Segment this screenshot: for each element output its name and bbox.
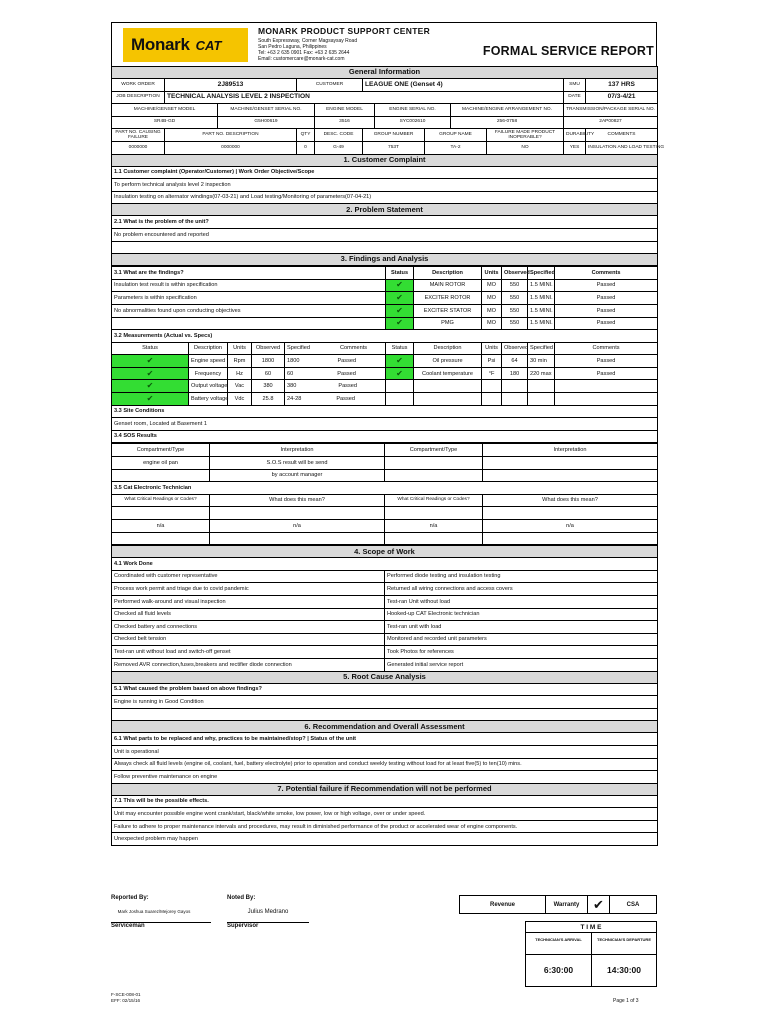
reported-by: Reported By: [111,895,149,901]
check-icon: ✔ [386,279,414,292]
report-footer [111,893,657,1003]
measurement-row: ✔ Output voltage Vac 380 380 Passed [112,380,658,393]
check-icon: ✔ [386,292,414,305]
list-item: Test-ran Unit without load [385,595,658,608]
list-item: Process work permit and triage due to covid pandemic [112,583,385,596]
list-item: Test-ran unit without load and switch-off genset [112,646,385,659]
list-item: Checked belt tension [112,633,385,646]
departure-time: 14:30:00 [606,965,642,975]
noted-by: Noted By: [227,895,256,901]
finding-row: No abnormalities found upon conducting objectives ✔ EXCITER STATOR MO 550 1.5 MINI. Passed [112,304,658,317]
section-findings: 3. Findings and Analysis [112,254,658,266]
supervisor-line: Supervisor [227,922,309,929]
sos-table: Compartment/Type Interpretation Compartment/Type Interpretation engine oil pan S.O.S result will be send by account manager 3.5 Cat Electronic Technician What Critical Readings or Codes? What does this mean? What Critical Readings or Codes? What does this mean? n/a n/a n/a n/a [111,443,658,545]
general-information-table: General Information WORK ORDER 2J89513 CUSTOMER LEAGUE ONE (Genset 4) SMU 137 HRS JOB DESCRIPTION TECHNICAL ANALYSIS LEVEL 2 INSPECTION DATE 07/3-4/21 MACHINE/GENSET MODEL MACHINE/GENSET SERIAL NO. ENGINE MODEL ENGINE SERIAL NO. MACHINE/ENGINE ARRANGEMENT NO. TRANSMISSION/PACKAGE SERIAL NO. SR4B-GD G5H00619 3516 SYC002610 256-0758 2AP00827 PART NO. CAUSING FAILURE PART NO. DESCRIPTION QTY DESC. CODE GROUP NUMBER GROUP NAME FAILURE MADE PRODUCT INOPERABLE? DURABILITY COMMENTS 0000000 0000000 0 G-49 753T TA-2 NO YES INSULATION AND LOAD TESTING 1. Customer Complaint 1.1 Customer complaint (Operator/Customer) | Work Order Objective/Scope To perform technical analysis level 2 inspection Insulation testing on alternator windings(07-03-21) and Load testing/Monitoring of parameters(07-04-21) 2. Problem Statement 2.1 What is the problem of the unit? No problem encountered and reported 3. Findings and Analysis [111,66,658,266]
warranty-option[interactable]: Warranty [546,896,588,913]
time-box: T I M E TECHNICIAN'S ARRIVAL TECHNICIAN'S DEPARTURE 6:30:00 14:30:00 [525,921,657,987]
list-item: Generated initial service report [385,658,658,671]
list-item: Test-ran unit with load [385,621,658,634]
finding-row: Insulation test result is within specification ✔ MAIN ROTOR MO 550 1.5 MINI. Passed [112,279,658,292]
section-recommendation: 6. Recommendation and Overall Assessment [112,721,658,733]
supervisor-name: Julius Medrano [247,909,289,915]
check-icon: ✔ [112,355,189,368]
check-icon: ✔ [112,393,189,406]
list-item: Removed AVR connection,fuses,breakers and rectifier diode connection [112,658,385,671]
service-type-box [459,895,657,914]
customer-value: LEAGUE ONE (Genset 4) [363,79,564,92]
page-number: Page 1 of 3 [613,998,639,1004]
service-report [111,22,665,846]
measurement-row: ✔ Engine speed Rpm 1800 1800 Passed ✔ Oil pressure Psi 64 30 min Passed [112,355,658,368]
list-item: Monitored and recorded unit parameters [385,633,658,646]
list-item: Returned all wiring connections and access covers [385,583,658,596]
revenue-option[interactable]: Revenue [460,896,546,913]
job-description-value: TECHNICAL ANALYSIS LEVEL 2 INSPECTION [165,91,564,104]
check-icon: ✔ [386,355,414,368]
check-icon: ✔ [386,317,414,330]
section-root-cause: 5. Root Cause Analysis [112,671,658,683]
check-icon: ✔ [386,367,414,380]
monark-cat-logo: Monark CAT [123,28,248,62]
list-item: Checked battery and connections [112,621,385,634]
check-icon: ✔ [386,304,414,317]
findings-table: 3.1 What are the findings? Status Description Units Observed Specified Comments Insulation test result is within specification ✔ MAIN ROTOR MO 550 1.5 MINI. Passed Parameters is within specification ✔ EXCITER ROTOR MO 550 1.5 MINI. Passed No abnormalities found upon conducting objectives ✔ EXCITER STATOR MO 550 1.5 MINI. Passed ✔ PMG MO 550 1.5 MINI. Passed 3.2 Measurements (Actual vs. Specs) Status Description Units Observed Specified Comments Status Description Units Observed Specified Comments ✔ Engine speed Rpm 1800 1800 Passed ✔ Oil pressure Psi 64 30 min Passed ✔ Frequency Hz 60 60 Passed ✔ Coolant temperature °F 180 220 max Passed ✔ Output voltage Vac 380 380 Passed ✔ Battery voltage Vdc 25.8 24-28 Passed 3.3 Site Conditions Genset room, Located at Basement 1 3.4 SOS Results [111,266,658,443]
section-scope-of-work: 4. Scope of Work [112,546,658,558]
finding-row: Parameters is within specification ✔ EXCITER ROTOR MO 550 1.5 MINI. Passed [112,292,658,305]
work-order-value: 2J89513 [165,79,297,92]
measurement-row: ✔ Battery voltage Vdc 25.8 24-28 Passed [112,393,658,406]
section-general-info: General Information [112,67,658,79]
form-code: F-SCE-008-01 EFF: 02/15/16 [111,992,141,1003]
list-item: Performed diode testing and insulation testing [385,570,658,583]
reporter-name: Mark Joshua Suarez/Mejorey Gayos [117,909,191,914]
section-problem-statement: 2. Problem Statement [112,204,658,216]
date-value: 07/3-4/21 [586,91,658,104]
report-title: FORMAL SERVICE REPORT [482,44,654,58]
company-name: MONARK PRODUCT SUPPORT CENTER [258,26,431,36]
time-title: T I M E [526,922,656,933]
measurement-row: ✔ Frequency Hz 60 60 Passed ✔ Coolant temperature °F 180 220 max Passed [112,367,658,380]
csa-option[interactable]: CSA [626,901,640,908]
smu-value: 137 HRS [586,79,658,92]
scope-of-work-table: 4. Scope of Work 4.1 Work Done Coordinated with customer representative Performed diode testing and insulation testing Process work permit and triage due to covid pandemic Returned all wiring connections and access covers Performed walk-around and visual inspection Test-ran Unit without load Checked all fluid levels Hooked-up CAT Electronic technician Checked battery and connections Test-ran unit with load Checked belt tension Monitored and recorded unit parameters Test-ran unit without load and switch-off genset Took Photos for references Removed AVR connection,fuses,breakers and rectifier diode connection Generated initial service report 5. Root Cause Analysis 5.1 What caused the problem based on above findings? Engine is running in Good Condition 6. Recommendation and Overall Assessment 6.1 What parts to be replaced and why, practices to be maintained/stop? | Status of the unit Unit is operational Always check all fluid levels (engine oil, coolant, fuel, battery electrolyte) prior to operation and conduct weekly testing without load for at least five(5) to ten(10) mins. Follow preventive maintenance on engine 7. Potential failure if Recommendation will not be performed 7.1 This will be the possible effects. Unit may encounter possible engine wont crank/start, black/white smoke, low power, low or high voltage, over or under speed. Failure to adhere to proper maintenance intervals and procedures, may result in diminished performance of the product or accelerated wear of engine components. Unexpected problem may happen [111,545,658,846]
list-item: Checked all fluid levels [112,608,385,621]
list-item: Took Photos for references [385,646,658,659]
finding-row: ✔ PMG MO 550 1.5 MINI. Passed [112,317,658,330]
check-icon: ✔ [112,380,189,393]
list-item: Coordinated with customer representative [112,570,385,583]
serviceman-line: Serviceman [111,922,211,929]
check-icon: ✔ [112,367,189,380]
arrival-time: 6:30:00 [526,955,592,986]
company-address: MONARK PRODUCT SUPPORT CENTER South Expressway, Corner Magsaysay Road San Pedro Laguna, Philippines Tel: +63 2 635 0901 Fax: +63 2 635 2644 Email: customercare@monark-cat.com [258,26,431,63]
section-customer-complaint: 1. Customer Complaint [112,154,658,166]
list-item: Hooked-up CAT Electronic technician [385,608,658,621]
list-item: Performed walk-around and visual inspection [112,595,385,608]
section-potential-failure: 7. Potential failure if Recommendation will not be performed [112,783,658,795]
warranty-check-icon: ✔ [588,896,610,913]
report-header [111,22,657,66]
